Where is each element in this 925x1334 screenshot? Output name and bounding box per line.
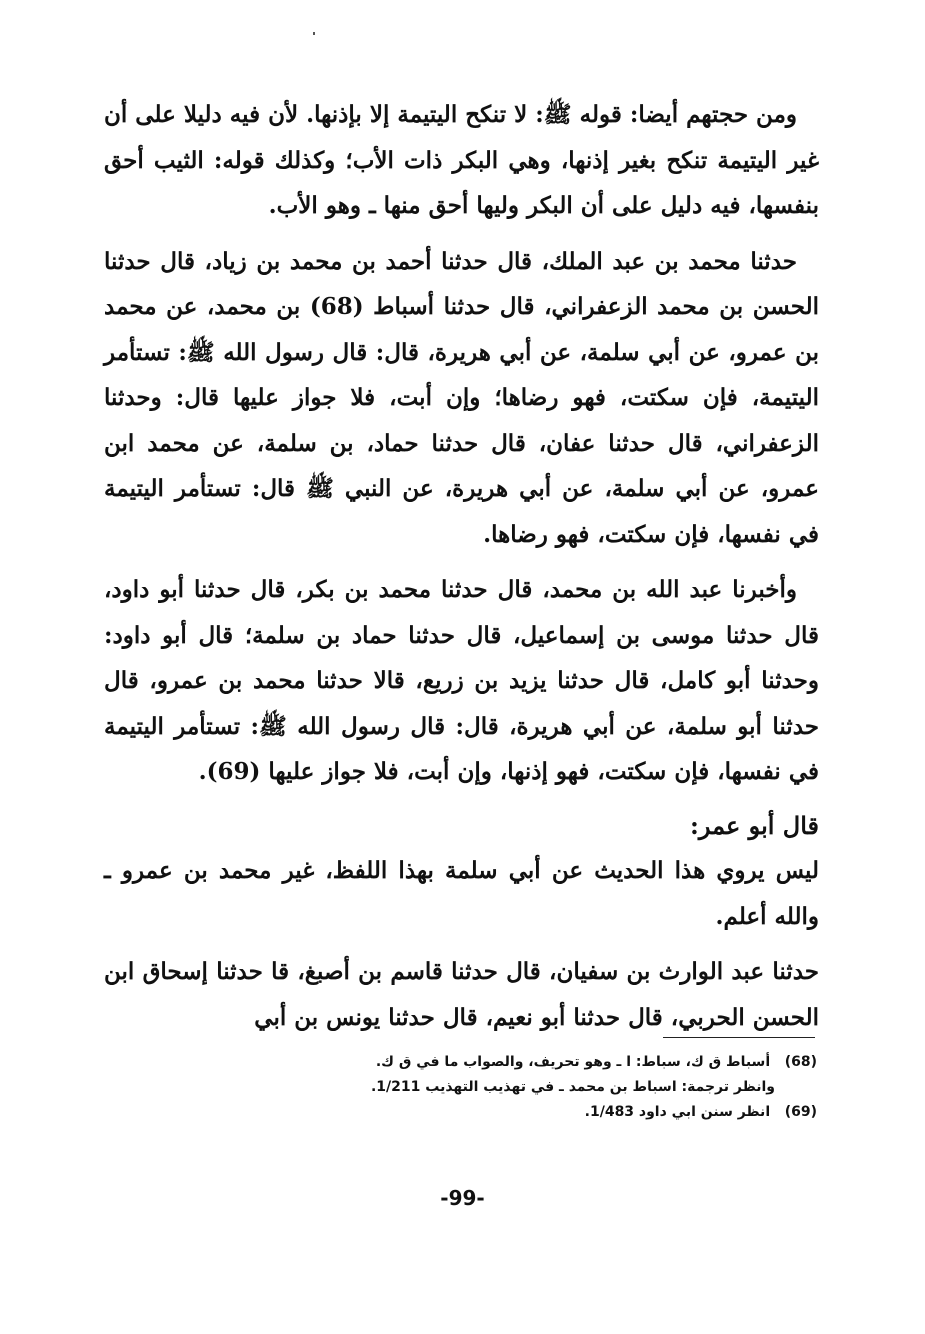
paragraph-4: حدثنا عبد الوارث بن سفيان، قال حدثنا قاسم بن أصبغ، قا حدثنا إسحاق ابن الحسن الحربي، قال حدثنا أبو نعيم، قال حدثنا يونس بن أبي [104,958,819,1031]
paragraph-1: ومن حجتهم أيضا: قوله ﷺ: لا تنكح اليتيمة إلا بإذنها. لأن فيه دليلا على أن غير اليتيمة تنكح بغير إذنها، وهي البكر ذات الأب؛ وكذلك قوله: الثيب أحق بنفسها، فيه دليل على أن البكر وليها أحق منها ـ وهو الأب. [104,101,819,219]
footnote-68-continuation: وانظر ترجمة: اسباط بن محمد ـ في تهذيب التهذيب 1/211. [370,1079,775,1095]
footnote-separator [663,1037,815,1038]
section-heading: قال أبو عمر: [690,810,819,840]
footnote-69-text: انظر سنن ابي داود 1/483. [584,1104,771,1120]
paragraph-3: وأخبرنا عبد الله بن محمد، قال حدثنا محمد بن بكر، قال حدثنا أبو داود، قال حدثنا موسى بن إسماعيل، قال حدثنا حماد بن سلمة؛ قال أبو داود: وحدثنا أبو كامل، قال حدثنا يزيد بن زريع، قالا حدثنا محمد بن عمرو، قال حدثنا أبو سلمة، عن أبي هريرة، قال: قال رسول الله ﷺ: تستأمر اليتيمة في نفسها، فإن سكتت، فهو إذنها، وإن أبت، فلا جواز عليها (69). [104,576,819,785]
quote-paragraph: ليس يروي هذا الحديث عن أبي سلمة بهذا اللفظ، غير محمد بن عمرو ـ والله أعلم. [104,857,819,930]
main-text [104,92,819,1040]
footnote-69 [297,1100,817,1125]
footnote-69-number: (69) [784,1104,817,1120]
page-number: -99- [440,1186,485,1210]
footnotes [297,1050,817,1125]
footnote-68 [297,1050,817,1075]
paragraph-2: حدثنا محمد بن عبد الملك، قال حدثنا أحمد بن محمد بن زياد، قال حدثنا الحسن بن محمد الزعفراني، قال حدثنا أسباط (68) بن محمد، عن محمد بن عمرو، عن أبي سلمة، عن أبي هريرة، قال: قال رسول الله ﷺ: تستأمر اليتيمة، فإن سكتت، فهو رضاها؛ وإن أبت، فلا جواز عليها قال: وحدثنا الزعفراني، قال حدثنا عفان، قال حدثنا حماد، بن سلمة، عن محمد ابن عمرو، عن أبي سلمة، عن أبي هريرة، عن النبي ﷺ قال: تستأمر اليتيمة في نفسها، فإن سكتت، فهو رضاها. [104,247,819,548]
scan-speck [313,32,315,35]
footnote-68-text: أسباط ق ك، سباط: ا ـ وهو تحريف، والصواب ما في ق ك. [375,1054,771,1070]
footnote-68-number: (68) [784,1054,817,1070]
